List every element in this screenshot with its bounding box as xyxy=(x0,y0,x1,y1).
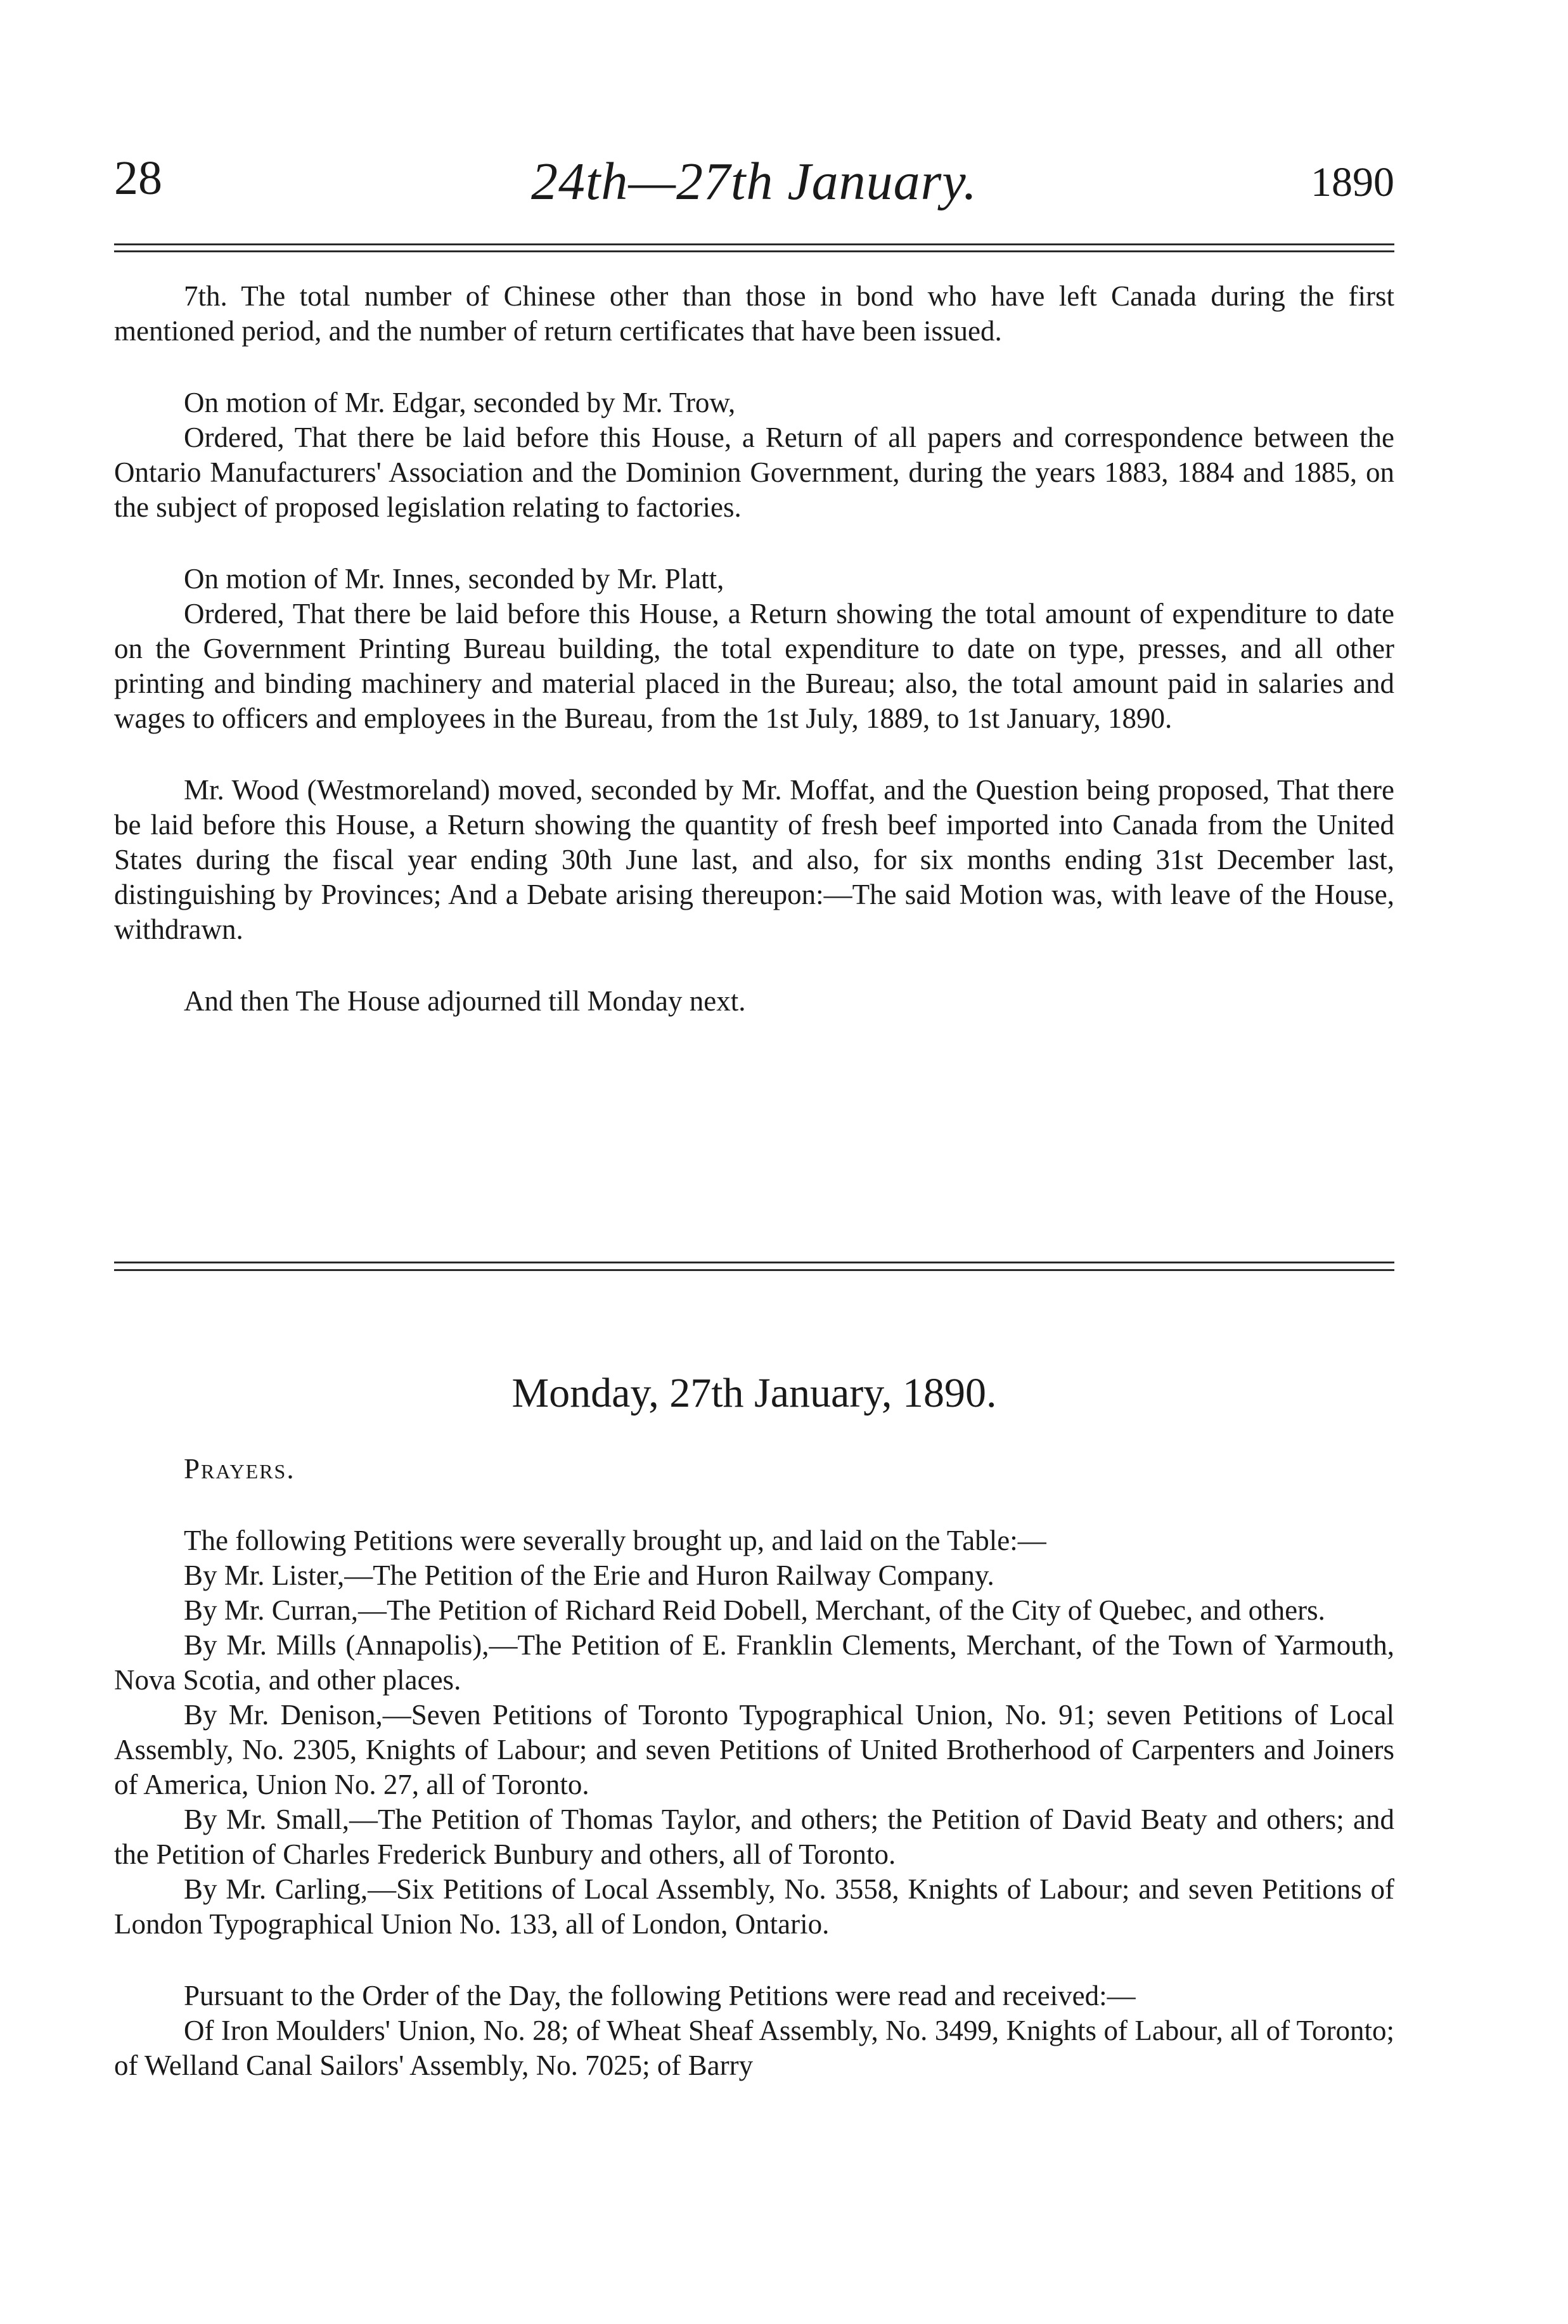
prayers-heading: Prayers. xyxy=(184,1453,295,1485)
page-header xyxy=(114,151,1394,221)
section-24th-january xyxy=(114,279,1394,1019)
petition-small: By Mr. Small,—The Petition of Thomas Taylor, and others; the Petition of David Beaty and others; and the Petition of Charles Frederick Bunbury and others, all of Toronto. xyxy=(114,1804,1394,1870)
petition-lister: By Mr. Lister,—The Petition of the Erie and Huron Railway Company. xyxy=(184,1559,994,1591)
day-title: Monday, 27th January, 1890. xyxy=(511,1370,997,1416)
paragraph-adjourned: And then The House adjourned till Monday next. xyxy=(184,985,746,1017)
paragraph-received: Of Iron Moulders' Union, No. 28; of Wheat Sheaf Assembly, No. 3499, Knights of Labour, all of Toronto; of Welland Canal Sailors' Assembly, No. 7025; of Barry xyxy=(114,2015,1394,2081)
page-year: 1890 xyxy=(1311,159,1394,205)
section-rule-top xyxy=(114,1262,1394,1263)
paragraph-ordered-edgar: Ordered, That there be laid before this House, a Return of all papers and correspondence between the Ontario Manufacturers' Association and the Dominion Government, during the years 1883, 1884 and 1885, on the subject of proposed legislation relating to factories. xyxy=(114,422,1394,523)
paragraph-ordered-innes: Ordered, That there be laid before this House, a Return showing the total amount of expenditure to date on the Government Printing Bureau building, the total expenditure to date on type, presses, and all other printing and binding machinery and material placed in the Bureau; also, the total amount paid in salaries and wages to officers and employees in the Bureau, from the 1st July, 1889, to 1st January, 1890. xyxy=(114,598,1394,734)
header-rule-bottom xyxy=(114,250,1394,252)
petition-mills: By Mr. Mills (Annapolis),—The Petition of E. Franklin Clements, Merchant, of the Town of Yarmouth, Nova Scotia, and other places. xyxy=(114,1629,1394,1696)
header-rule-top xyxy=(114,243,1394,245)
petitions-intro: The following Petitions were severally brought up, and laid on the Table:— xyxy=(184,1525,1046,1556)
petition-carling: By Mr. Carling,—Six Petitions of Local Assembly, No. 3558, Knights of Labour; and seven Petitions of London Typographical Union No. 133, all of London, Ontario. xyxy=(114,1873,1394,1940)
petition-curran: By Mr. Curran,—The Petition of Richard Reid Dobell, Merchant, of the City of Quebec, and others. xyxy=(184,1594,1325,1626)
paragraph-motion-innes: On motion of Mr. Innes, seconded by Mr. Platt, xyxy=(184,563,724,595)
paragraph-pursuant: Pursuant to the Order of the Day, the following Petitions were read and received:— xyxy=(184,1980,1136,2011)
section-rule-bottom xyxy=(114,1269,1394,1271)
section-27th-january xyxy=(114,1452,1394,2083)
paragraph-motion-edgar: On motion of Mr. Edgar, seconded by Mr. Trow, xyxy=(184,387,736,418)
petition-denison: By Mr. Denison,—Seven Petitions of Toronto Typographical Union, No. 91; seven Petitions of Local Assembly, No. 2305, Knights of Labour; and seven Petitions of United Brotherhood of Carpenters and Joiners of America, Union No. 27, all of Toronto. xyxy=(114,1699,1394,1800)
page-title: 24th—27th January. xyxy=(531,152,977,211)
paragraph-motion-wood: Mr. Wood (Westmoreland) moved, seconded by Mr. Moffat, and the Question being proposed, That there be laid before this House, a Return showing the quantity of fresh beef imported into Canada from the United States during the fiscal year ending 30th June last, and also, for six months ending 31st December last, distinguishing by Provinces; And a Debate arising thereupon:—The said Motion was, with leave of the House, withdrawn. xyxy=(114,774,1394,945)
page-number: 28 xyxy=(114,152,162,205)
paragraph-chinese-return: 7th. The total number of Chinese other than those in bond who have left Canada during the first mentioned period, and the number of return certificates that have been issued. xyxy=(114,280,1394,347)
